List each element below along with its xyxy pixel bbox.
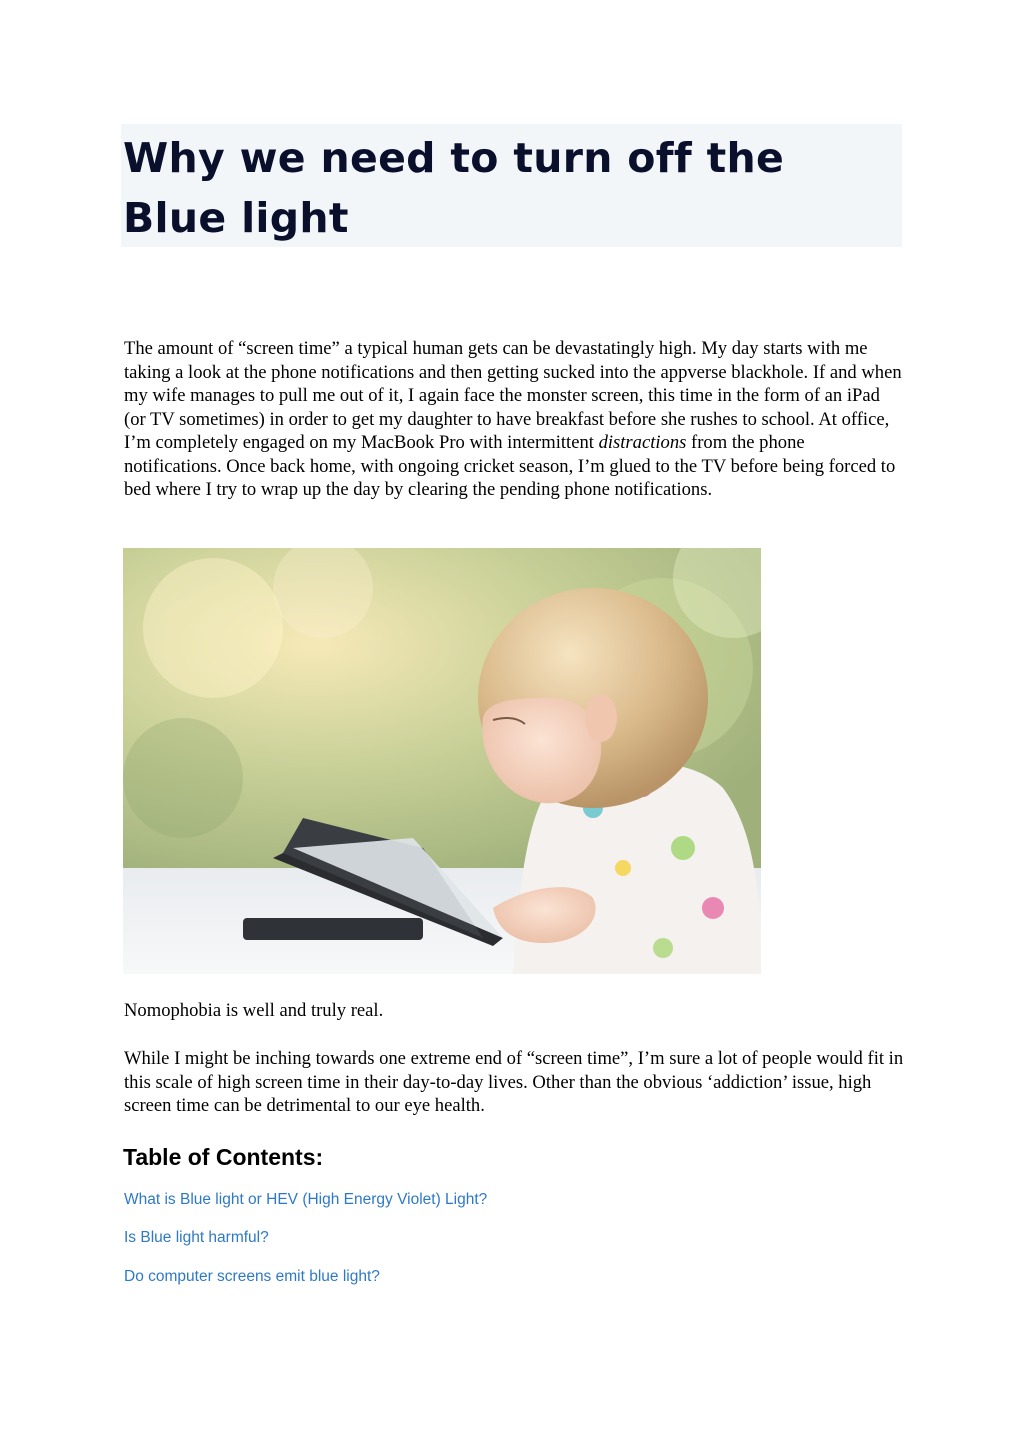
intro-text-end: from the phone notifications. Once back home, with ongoing cricket season, I’m glued to the TV before being forced to bed where I try to wrap up the day by clearing the pending phone notifications.	[124, 432, 896, 500]
intro-paragraph	[124, 337, 904, 502]
nomophobia-paragraph: Nomophobia is well and truly real.	[124, 1000, 384, 1021]
child-with-tablet-photo	[123, 548, 761, 974]
toc-link-is-blue-light-harmful[interactable]: Is Blue light harmful?	[124, 1229, 269, 1246]
toc-link-computer-screens[interactable]: Do computer screens emit blue light?	[124, 1268, 380, 1285]
intro-text-start: The amount of “screen time” a typical human gets can be devastatingly high. My day starts with me taking a look at the phone notifications and then getting sucked into the appverse blackhole. If and when my wife manages to pull me out of it, I again face the monster screen, this time in the form of an iPad (or TV sometimes) in order to get my daughter to have breakfast before she rushes to school. At office, I’m completely engaged on my MacBook Pro with intermittent	[124, 338, 902, 453]
toc-heading: Table of Contents:	[123, 1144, 324, 1170]
screen-time-paragraph: While I might be inching towards one extreme end of “screen time”, I’m sure a lot of people would fit in this scale of high screen time in their day-to-day lives. Other than the obvious ‘addiction’ issue, high screen time can be detrimental to our eye health.	[124, 1048, 904, 1116]
article-title: Why we need to turn off the Blue light	[123, 134, 785, 242]
toc-link-what-is-blue-light[interactable]: What is Blue light or HEV (High Energy Violet) Light?	[124, 1191, 488, 1208]
emphasis-distractions: distractions	[598, 432, 687, 453]
